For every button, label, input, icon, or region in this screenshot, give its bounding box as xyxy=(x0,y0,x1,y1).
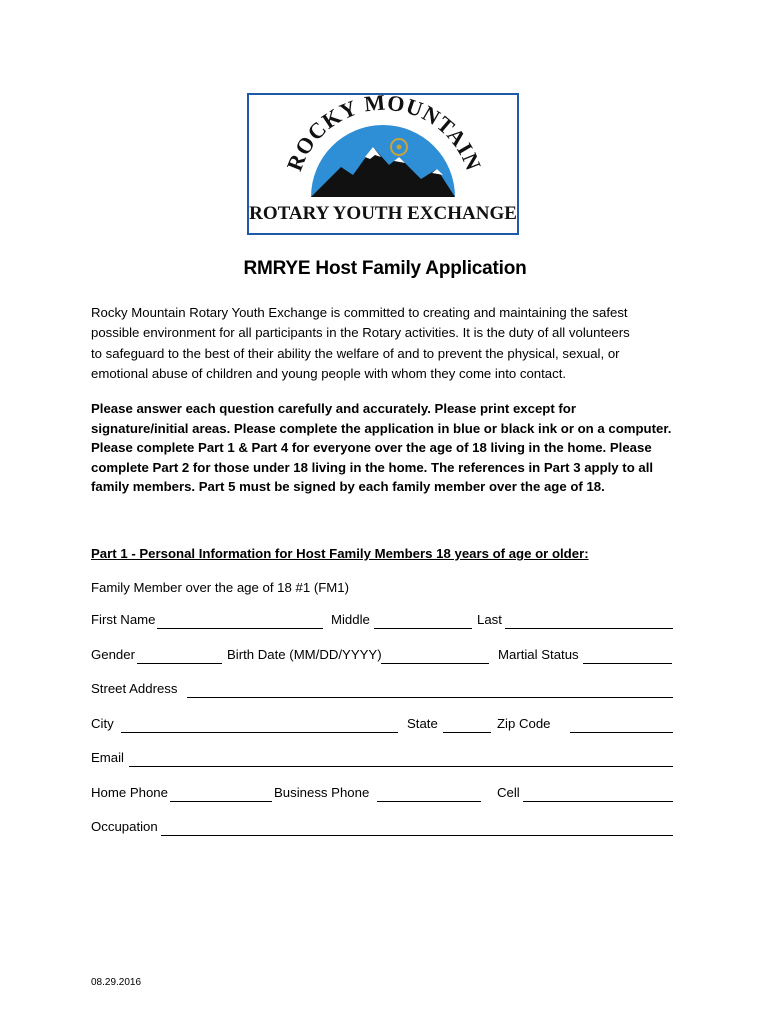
intro-line: emotional abuse of children and young people with whom they come into contact. xyxy=(91,365,567,381)
intro-line: possible environment for all participants in the Rotary activities. It is the duty of all volunteers xyxy=(91,325,630,341)
business-phone-label: Business Phone xyxy=(274,785,370,800)
business-phone-field[interactable] xyxy=(377,801,481,802)
intro-line: Rocky Mountain Rotary Youth Exchange is committed to creating and maintaining the safest xyxy=(91,305,628,320)
state-label: State xyxy=(407,716,438,731)
last-label: Last xyxy=(477,612,502,627)
page-title: RMRYE Host Family Application xyxy=(243,258,527,279)
city-row xyxy=(91,716,675,736)
middle-label: Middle xyxy=(331,612,370,627)
zip-code-field[interactable] xyxy=(570,732,673,733)
marital-status-label: Martial Status xyxy=(498,647,579,662)
name-row xyxy=(91,612,675,632)
birth-date-field[interactable] xyxy=(381,663,489,664)
home-phone-field[interactable] xyxy=(170,801,272,802)
occupation-row xyxy=(91,819,675,839)
occupation-field[interactable] xyxy=(161,835,673,836)
last-name-field[interactable] xyxy=(505,628,673,629)
instruction-line: complete Part 2 for those under 18 living in the home. The references in Part 3 apply to all xyxy=(91,459,654,475)
cell-label: Cell xyxy=(497,785,520,800)
instruction-line: family members. Part 5 must be signed by each family member over the age of 18. xyxy=(91,479,605,494)
home-phone-label: Home Phone xyxy=(91,785,168,800)
email-label: Email xyxy=(91,750,124,765)
family-member-label: Family Member over the age of 18 #1 (FM1) xyxy=(91,580,349,595)
intro-paragraph xyxy=(91,303,691,384)
part1-heading: Part 1 - Personal Information for Host Family Members 18 years of age or older: xyxy=(91,546,589,561)
phone-row xyxy=(91,785,675,805)
cell-field[interactable] xyxy=(523,801,673,802)
email-row xyxy=(91,750,675,770)
gender-field[interactable] xyxy=(137,663,222,664)
state-field[interactable] xyxy=(443,732,491,733)
zip-code-label: Zip Code xyxy=(497,716,551,731)
instructions-paragraph xyxy=(91,399,701,497)
gender-label: Gender xyxy=(91,647,135,662)
instruction-line: signature/initial areas. Please complete the application in blue or black ink or on a computer. xyxy=(91,420,672,436)
street-address-field[interactable] xyxy=(187,697,673,698)
street-address-label: Street Address xyxy=(91,681,178,696)
instruction-line: Please complete Part 1 & Part 4 for everyone over the age of 18 living in the home. Please xyxy=(91,440,652,455)
instruction-line: Please answer each question carefully and accurately. Please print except for xyxy=(91,401,576,416)
first-name-label: First Name xyxy=(91,612,156,627)
logo-bottom-text: ROTARY YOUTH EXCHANGE xyxy=(249,203,517,224)
rmrye-logo xyxy=(247,93,519,235)
mountain-logo-icon xyxy=(249,95,517,233)
footer-date: 08.29.2016 xyxy=(91,977,142,988)
logo-top-text: ROCKY MOUNTAIN xyxy=(281,95,487,175)
city-label: City xyxy=(91,716,114,731)
gender-row xyxy=(91,647,675,667)
first-name-field[interactable] xyxy=(157,628,323,629)
marital-status-field[interactable] xyxy=(583,663,672,664)
middle-name-field[interactable] xyxy=(374,628,472,629)
city-field[interactable] xyxy=(121,732,398,733)
intro-line: to safeguard to the best of their ability the welfare of and to prevent the physical, sexual, or xyxy=(91,345,620,361)
occupation-label: Occupation xyxy=(91,819,158,834)
street-row xyxy=(91,681,675,701)
email-field[interactable] xyxy=(129,766,673,767)
birth-date-label: Birth Date (MM/DD/YYYY) xyxy=(227,647,382,662)
